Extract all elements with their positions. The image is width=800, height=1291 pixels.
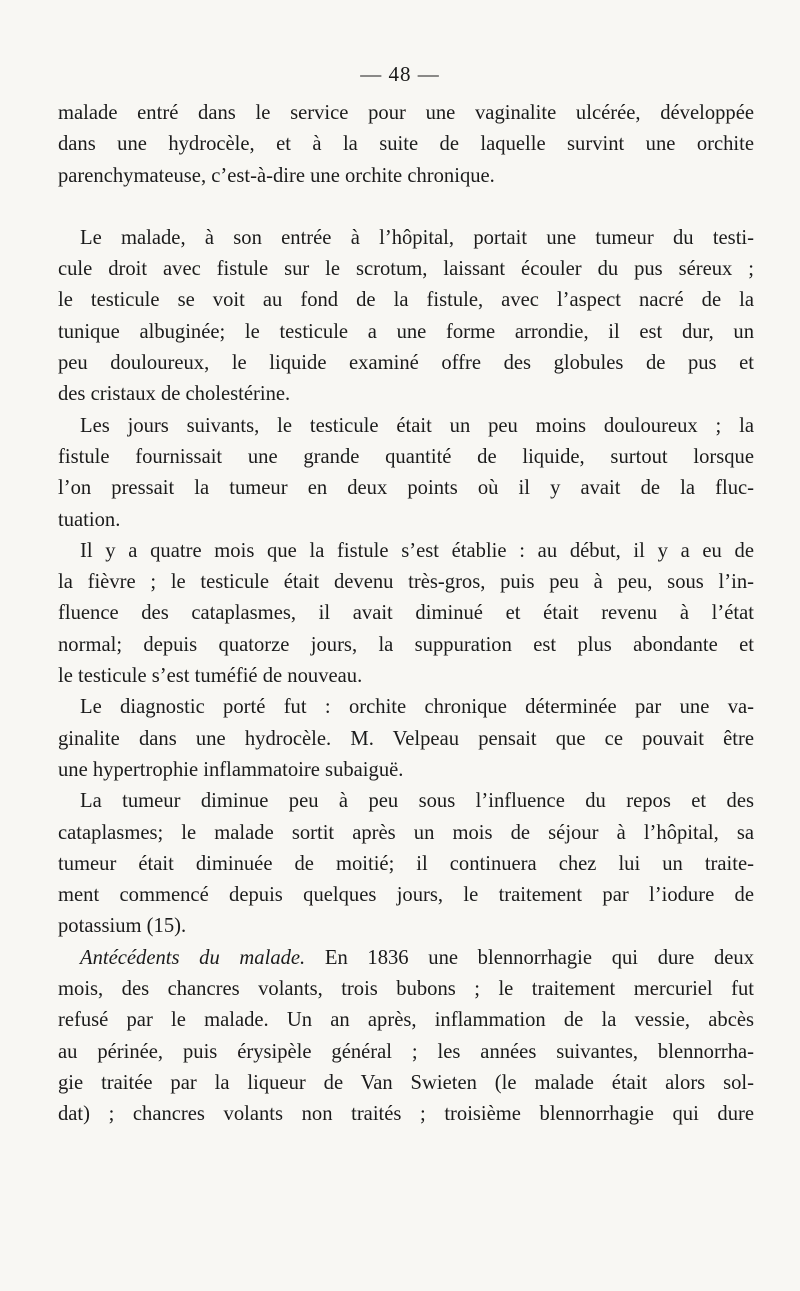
text-line: fluence des cataplasmes, il avait diminué et était revenu à l’état (58, 602, 754, 625)
paragraph-2 (58, 223, 754, 411)
italic-lead: Antécédents du malade. (80, 946, 306, 969)
text-line: cule droit avec fistule sur le scrotum, laissant écouler du pus séreux ; (58, 258, 754, 281)
text-line: ginalite dans une hydrocèle. M. Velpeau pensait que ce pouvait être (58, 727, 754, 750)
text-line: ment commencé depuis quelques jours, le traitement par l’iodure de (58, 884, 754, 907)
text-line: gie traitée par la liqueur de Van Swieten (le malade était alors sol- (58, 1071, 754, 1094)
text-line: l’on pressait la tumeur en deux points où il y avait de la fluc- (58, 477, 754, 500)
text-line: au périnée, puis érysipèle général ; les années suivantes, blennorrha- (58, 1040, 754, 1063)
text-line (58, 943, 754, 974)
text-line: Le diagnostic porté fut : orchite chronique déterminée par une va- (80, 696, 754, 719)
paragraph-4 (58, 536, 754, 692)
paragraph-6 (58, 786, 754, 942)
text-line: normal; depuis quatorze jours, la suppuration est plus abondante et (58, 633, 754, 656)
text-line: refusé par le malade. Un an après, inflammation de la vessie, abcès (58, 1009, 754, 1032)
text-line: malade entré dans le service pour une vaginalite ulcérée, développée (58, 102, 754, 124)
text-line: Les jours suivants, le testicule était un peu moins douloureux ; la (80, 414, 754, 437)
text-line: peu douloureux, le liquide examiné offre des globules de pus et (58, 352, 754, 375)
text-line: le testicule s’est tuméfié de nouveau. (58, 665, 363, 688)
paragraph-7 (58, 943, 754, 1131)
text-line: fistule fournissait une grande quantité de liquide, surtout lorsque (58, 445, 754, 468)
text-line: le testicule se voit au fond de la fistule, avec l’aspect nacré de la (58, 289, 754, 312)
text-line: dat) ; chancres volants non traités ; troisième blennorrhagie qui dure (58, 1103, 754, 1126)
text-line: tunique albuginée; le testicule a une forme arrondie, il est dur, un (58, 320, 754, 343)
text-line: une hypertrophie inflammatoire subaiguë. (58, 758, 404, 781)
paragraph-gap (58, 192, 754, 223)
text-line: tumeur était diminuée de moitié; il continuera chez lui un traite- (58, 852, 754, 875)
text-line: la fièvre ; le testicule était devenu très-gros, puis peu à peu, sous l’in- (58, 571, 754, 594)
text-line: potassium (15). (58, 915, 187, 938)
text-line: mois, des chancres volants, trois bubons ; le traitement mercuriel fut (58, 978, 754, 1001)
text-line-rest: En 1836 une blennorrhagie qui dure deux (305, 946, 754, 969)
text-line: La tumeur diminue peu à peu sous l’influence du repos et des (80, 790, 754, 813)
text-line: Il y a quatre mois que la fistule s’est établie : au début, il y a eu de (80, 539, 754, 562)
text-line: parenchymateuse, c’est-à-dire une orchite chronique. (58, 164, 495, 187)
paragraph-1 (58, 98, 754, 192)
text-line: dans une hydrocèle, et à la suite de laquelle survint une orchite (58, 133, 754, 156)
paragraph-3 (58, 411, 754, 536)
text-line: tuation. (58, 508, 121, 531)
page-number: — 48 — (360, 62, 440, 86)
body-text (58, 98, 754, 1131)
text-line: des cristaux de cholestérine. (58, 383, 291, 406)
text-line: Le malade, à son entrée à l’hôpital, portait une tumeur du testi- (80, 226, 754, 249)
paragraph-5 (58, 692, 754, 786)
text-line: cataplasmes; le malade sortit après un mois de séjour à l’hôpital, sa (58, 821, 754, 844)
